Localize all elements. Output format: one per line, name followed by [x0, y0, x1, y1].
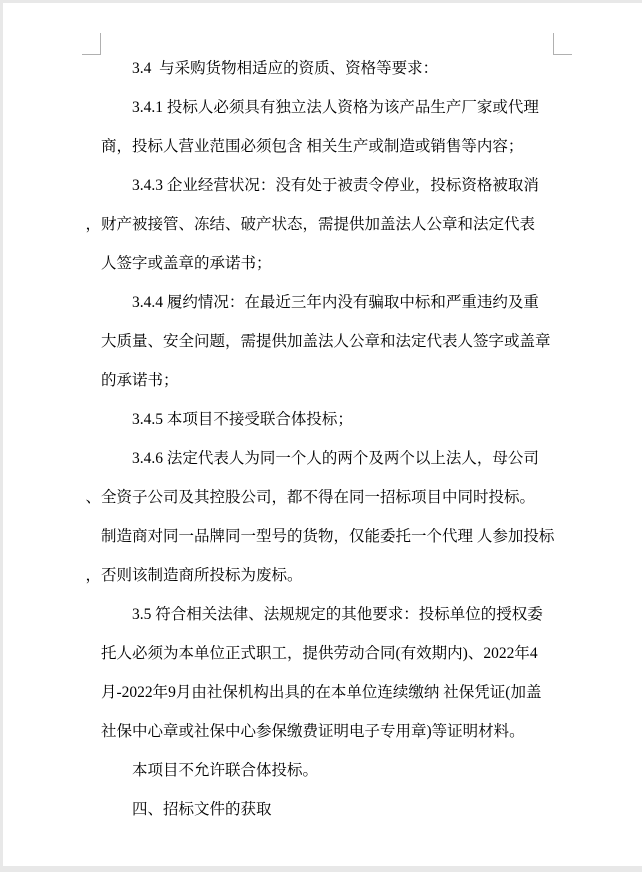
- text-line: 3.4.4 履约情况：在最近三年内没有骗取中标和严重违约及重: [132, 294, 539, 311]
- text-line: 月-2022年9月由社保机构出具的在本单位连续缴纳 社保凭证(加盖: [101, 684, 542, 701]
- text-line: 3.4 与采购货物相适应的资质、资格等要求：: [132, 60, 439, 77]
- text-line: 3.4.6 法定代表人为同一个人的两个及两个以上法人，母公司: [132, 450, 539, 467]
- text-line: 大质量、安全问题，需提供加盖法人公章和法定代表人签字或盖章: [101, 333, 551, 350]
- text-line: 3.5 符合相关法律、法规规定的其他要求：投标单位的授权委: [132, 606, 543, 623]
- document-page[interactable]: [3, 3, 642, 866]
- crop-mark-top-left: [82, 33, 101, 55]
- text-line: 社保中心章或社保中心参保缴费证明电子专用章)等证明材料。: [101, 723, 525, 740]
- text-line: 商，投标人营业范围必须包含 相关生产或制造或销售等内容；: [101, 138, 524, 155]
- document-body-text: [85, 49, 571, 829]
- text-line: 托人必须为本单位正式职工，提供劳动合同(有效期内)、2022年4: [101, 645, 538, 662]
- text-line: 3.4.5 本项目不接受联合体投标；: [132, 411, 353, 428]
- text-line: 3.4.1 投标人必须具有独立法人资格为该产品生产厂家或代理: [132, 99, 539, 116]
- text-line: 本项目不允许联合体投标。: [132, 762, 319, 779]
- text-line: ，否则该制造商所投标为废标。: [85, 567, 303, 584]
- text-line: ，财产被接管、冻结、破产状态，需提供加盖法人公章和法定代表: [85, 216, 536, 233]
- text-line: 制造商对同一品牌同一型号的货物，仅能委托一个代理 人参加投标: [101, 528, 555, 545]
- text-line: 、全资子公司及其控股公司，都不得在同一招标项目中同时投标。: [85, 489, 536, 506]
- text-line: 的承诺书；: [101, 372, 179, 389]
- text-line: 3.4.3 企业经营状况：没有处于被责令停业，投标资格被取消: [132, 177, 539, 194]
- text-line: 四、招标文件的获取: [132, 801, 272, 818]
- text-line: 人签字或盖章的承诺书；: [101, 255, 272, 272]
